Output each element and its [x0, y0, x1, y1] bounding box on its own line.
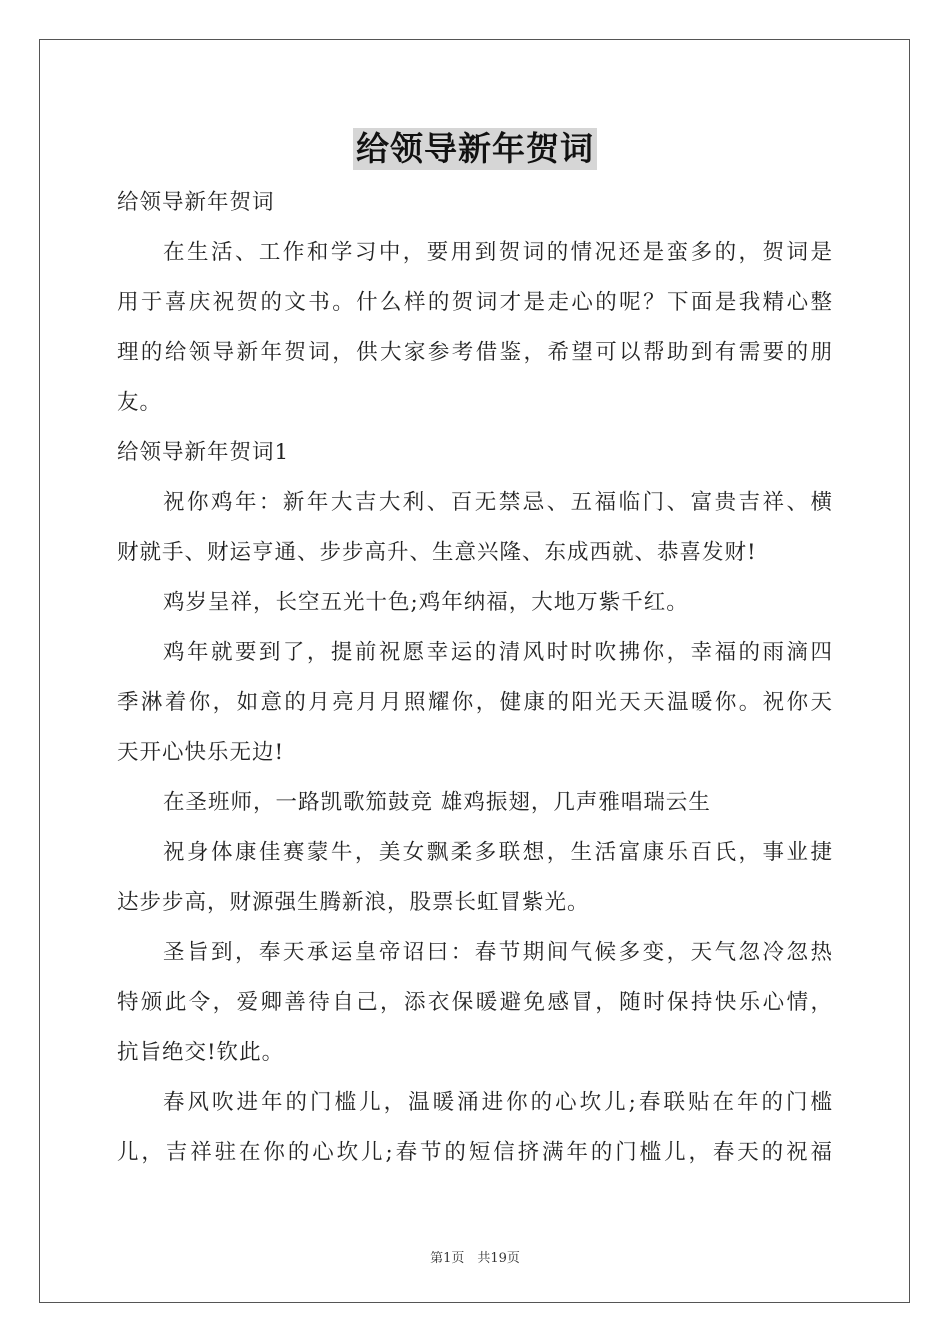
- paragraph-line: 祝身体康佳赛蒙牛，美女飘柔多联想，生活富康乐百氏，事业捷: [163, 840, 833, 865]
- document-body: [117, 178, 833, 1178]
- paragraph-line: 用于喜庆祝贺的文书。什么样的贺词才是走心的呢？下面是我精心整: [117, 290, 833, 315]
- paragraph-line: 财就手、财运亨通、步步高升、生意兴隆、东成西就、恭喜发财!: [117, 540, 757, 565]
- paragraph-line: 天开心快乐无边!: [117, 740, 285, 765]
- document-title: 给领导新年贺词: [353, 128, 597, 170]
- paragraph-line: 特颁此令，爱卿善待自己，添衣保暖避免感冒，随时保持快乐心情，: [117, 990, 833, 1015]
- paragraph-line: 鸡年就要到了，提前祝愿幸运的清风时时吹拂你，幸福的雨滴四: [163, 640, 833, 665]
- paragraph-line: 抗旨绝交!钦此。: [117, 1040, 285, 1065]
- paragraph-line: 友。: [117, 390, 163, 415]
- paragraph-line: 在生活、工作和学习中，要用到贺词的情况还是蛮多的，贺词是: [163, 240, 833, 265]
- paragraph-line: 鸡岁呈祥，长空五光十色;鸡年纳福，大地万紫千红。: [163, 590, 689, 615]
- paragraph-line: 祝你鸡年：新年大吉大利、百无禁忌、五福临门、富贵吉祥、横: [163, 490, 833, 515]
- paragraph-line: 圣旨到，奉天承运皇帝诏曰：春节期间气候多变，天气忽冷忽热: [163, 940, 833, 965]
- paragraph-line: 春风吹进年的门槛儿，温暖涌进你的心坎儿;春联贴在年的门槛: [163, 1090, 833, 1115]
- paragraph-line: 在圣班师，一路凯歌笳鼓竞 雄鸡振翅，几声雅唱瑞云生: [163, 790, 711, 815]
- page-footer: 第1页 共19页: [430, 1251, 520, 1266]
- paragraph-line: 季淋着你，如意的月亮月月照耀你，健康的阳光天天温暖你。祝你天: [117, 690, 833, 715]
- title-container: [0, 128, 950, 170]
- paragraph-line: 儿，吉祥驻在你的心坎儿;春节的短信挤满年的门槛儿，春天的祝福: [117, 1140, 833, 1165]
- paragraph-line: 达步步高，财源强生腾新浪，股票长虹冒紫光。: [117, 890, 590, 915]
- section-heading: 给领导新年贺词1: [117, 440, 290, 465]
- paragraph-line: 理的给领导新年贺词，供大家参考借鉴，希望可以帮助到有需要的朋: [117, 340, 833, 365]
- subtitle-line: 给领导新年贺词: [117, 190, 275, 215]
